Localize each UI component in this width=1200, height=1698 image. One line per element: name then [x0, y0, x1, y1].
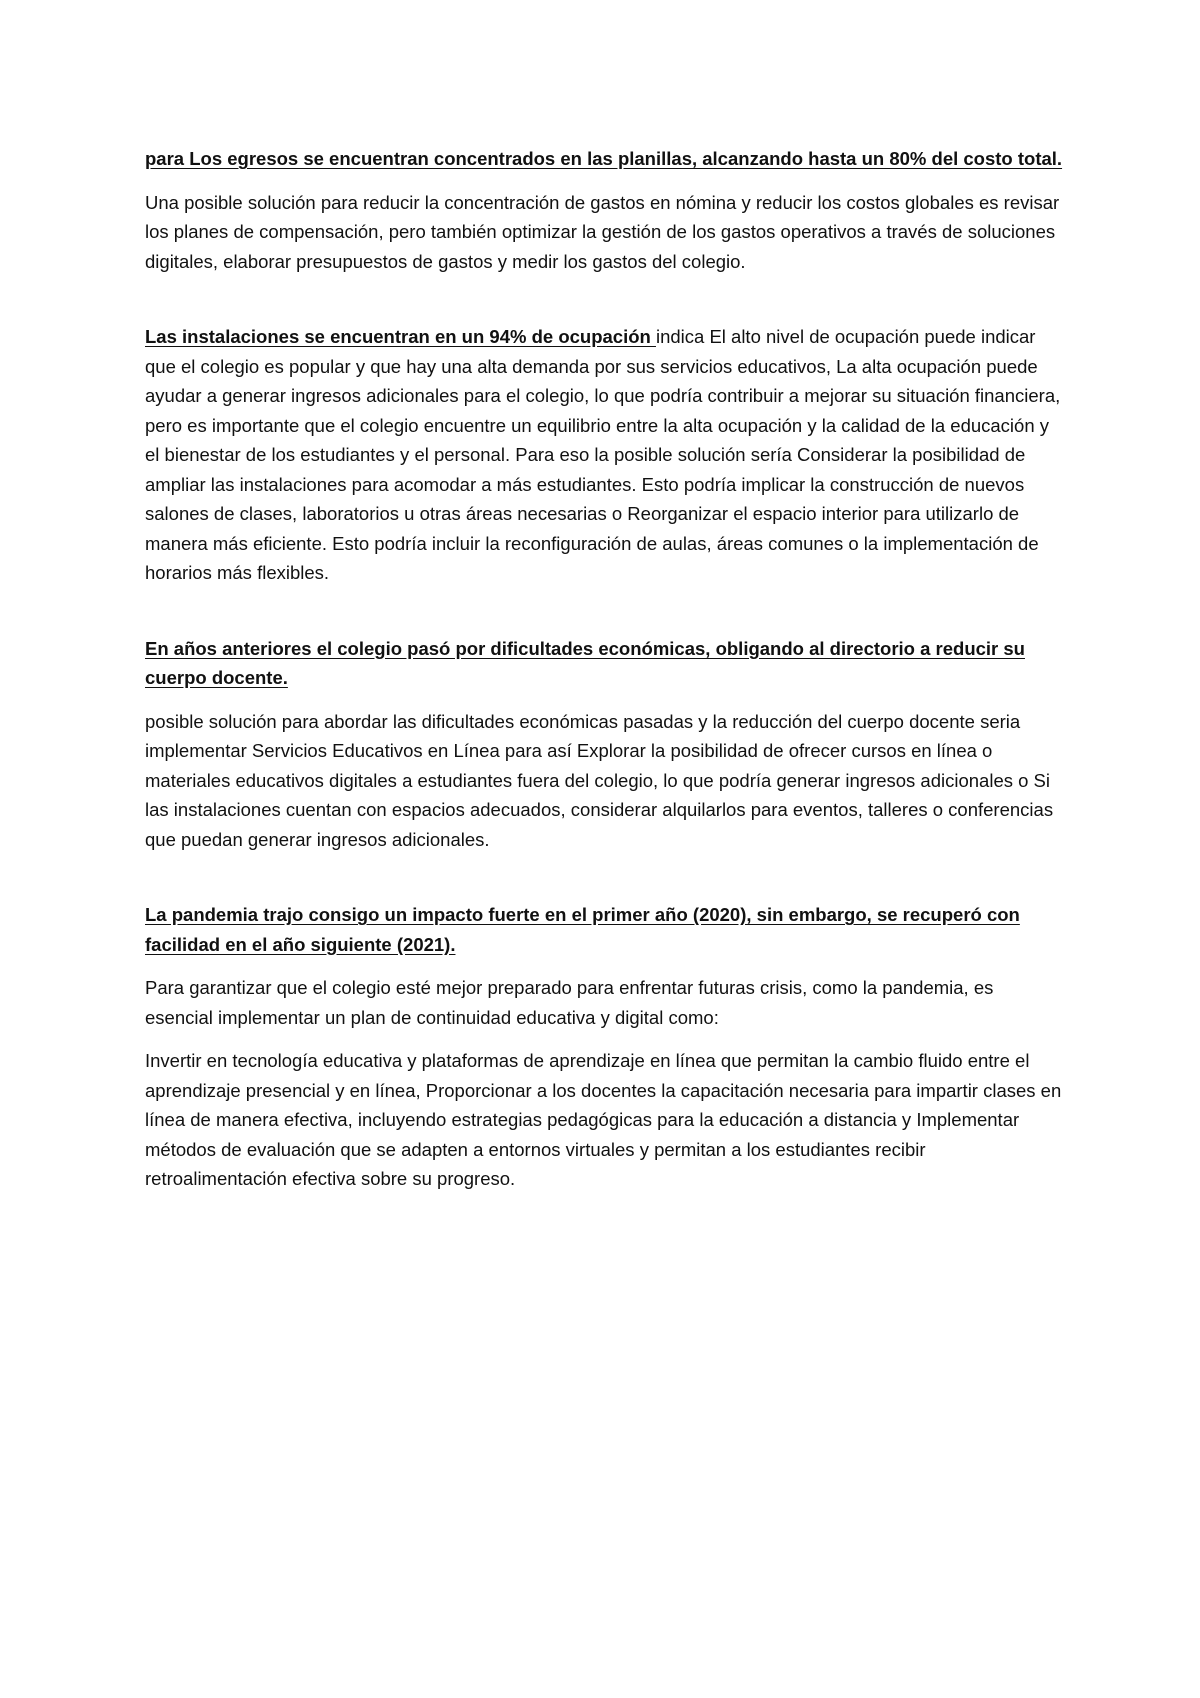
paragraph-instalaciones — [145, 322, 1065, 588]
section-heading-dificultades: En años anteriores el colegio pasó por dificultades económicas, obligando al directorio a reducir su cuerpo docente. — [145, 637, 1025, 688]
section-heading-pandemia: La pandemia trajo consigo un impacto fuerte en el primer año (2020), sin embargo, se recuperó con facilidad en el año siguiente (2021). — [145, 904, 1020, 955]
section-heading-instalaciones: Las instalaciones se encuentran en un 94% de ocupación — [145, 326, 656, 347]
paragraph-reducir-gastos: Una posible solución para reducir la concentración de gastos en nómina y reducir los costos globales es revisar los planes de compensación, pero también optimizar la gestión de los gastos operativos a través de soluciones digitales, elaborar presupuestos de gastos y medir los gastos del colegio. — [145, 191, 1060, 272]
paragraph-instalaciones-body: indica El alto nivel de ocupación puede indicar que el colegio es popular y que hay una alta demanda por sus servicios educativos, La alta ocupación puede ayudar a generar ingresos adicionales para el colegio, lo que podría contribuir a mejorar su situación financiera, pero es importante que el colegio encuentre un equilibrio entre la alta ocupación y la calidad de la educación y el bienestar de los estudiantes y el personal. Para eso la posible solución sería Considerar la posibilidad de ampliar las instalaciones para acomodar a más estudiantes. Esto podría implicar la construcción de nuevos salones de clases, laboratorios u otras áreas necesarias o Reorganizar el espacio interior para utilizarlo de manera más eficiente. Esto podría incluir la reconfiguración de aulas, áreas comunes o la implementación de horarios más flexibles. — [145, 326, 1061, 583]
document-body — [145, 144, 1065, 1208]
paragraph-plan-continuidad: Para garantizar que el colegio esté mejor preparado para enfrentar futuras crisis, como la pandemia, es esencial implementar un plan de continuidad educativa y digital como: — [145, 977, 994, 1028]
paragraph-invertir-tecnologia: Invertir en tecnología educativa y plataformas de aprendizaje en línea que permitan la cambio fluido entre el aprendizaje presencial y en línea, Proporcionar a los docentes la capacitación necesaria para impartir clases en línea de manera efectiva, incluyendo estrategias pedagógicas para la educación a distancia y Implementar métodos de evaluación que se adapten a entornos virtuales y permitan a los estudiantes recibir retroalimentación efectiva sobre su progreso. — [145, 1050, 1062, 1189]
paragraph-servicios-en-linea: posible solución para abordar las dificultades económicas pasadas y la reducción del cuerpo docente seria implementar Servicios Educativos en Línea para así Explorar la posibilidad de ofrecer cursos en línea o materiales educativos digitales a estudiantes fuera del colegio, lo que podría generar ingresos adicionales o Si las instalaciones cuentan con espacios adecuados, considerar alquilarlos para eventos, talleres o conferencias que puedan generar ingresos adicionales. — [145, 710, 1054, 850]
section-heading-egresos: para Los egresos se encuentran concentrados en las planillas, alcanzando hasta un 80% del costo total. — [145, 148, 1063, 169]
